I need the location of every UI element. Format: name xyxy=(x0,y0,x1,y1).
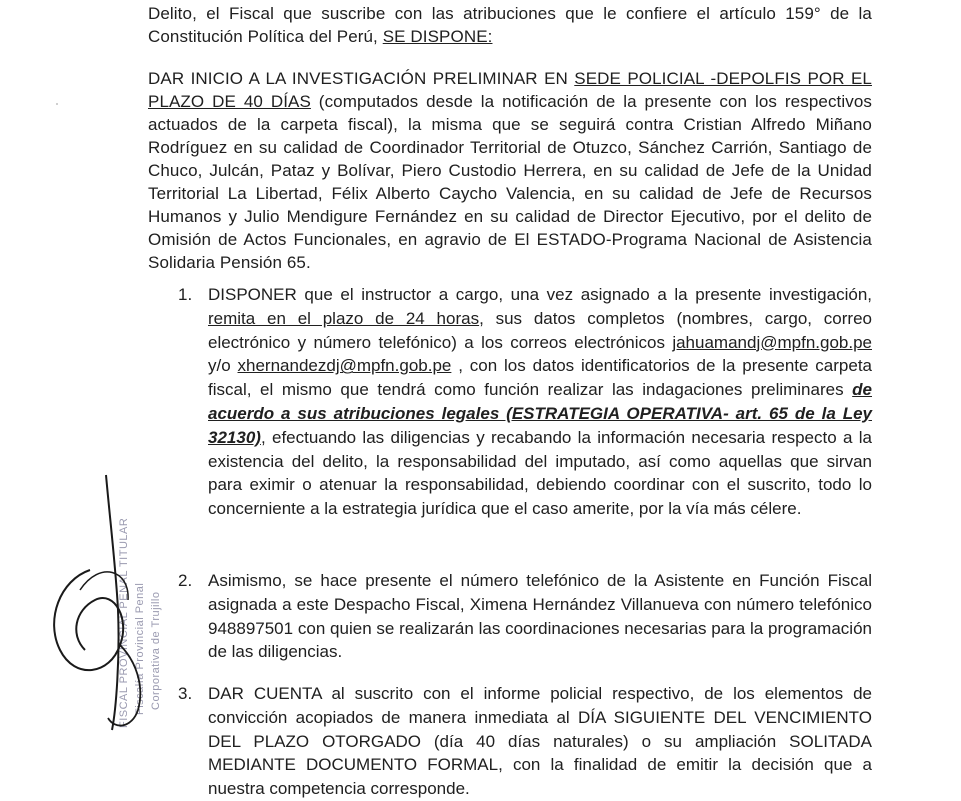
investigated-person-2: Piero Custodio Herrera xyxy=(401,161,582,180)
list-number: 2. xyxy=(178,571,193,590)
investigated-person-4: Julio Mendigure Fernández xyxy=(244,207,458,226)
main-disposition-paragraph: DAR INICIO A LA INVESTIGACIÓN PRELIMINAR EN SEDE POLICIAL -DEPOLFIS POR EL PLAZO DE 40 DÍAS (computados desde la notificación de la presente con los respectivos actuados de la carpeta fiscal), la misma que se seguirá contra Cristian Alfredo Miñano Rodríguez en su calidad de Coordinador Territorial de Otuzco, Sánchez Carrión, Santiago de Chuco, Julcán, Pataz y Bolívar, Piero Custodio Herrera, en su calidad de Jefe de la Unidad Territorial La Libertad, Félix Alberto Caycho Valencia, en su calidad de Jefe de Recursos Humanos y Julio Mendigure Fernández en su calidad de Director Ejecutivo, por el delito de Omisión de Actos Funcionales, en agravio de El ESTADO-Programa Nacional de Asistencia Solidaria Pensión 65. xyxy=(148,69,873,272)
stamp-line-1: FISCAL PROVINCIAL PENAL TITULAR xyxy=(118,517,130,728)
deadline-underlined: remita en el plazo de 24 horas xyxy=(208,308,480,328)
scan-speck xyxy=(56,103,58,105)
list-item-2 xyxy=(148,569,872,664)
investigated-person-3: Félix Alberto Caycho Valencia xyxy=(331,184,571,203)
stamp-line-3: Corporativa de Trujillo xyxy=(150,591,162,710)
investigated-person-1: Cristian Alfredo Miñano Rodríguez xyxy=(148,115,872,157)
list-item-1 xyxy=(148,283,872,521)
legal-reference: de acuerdo a sus atribuciones legales (ESTRATEGIA OPERATIVA- art. 65 de la Ley 32130) xyxy=(208,380,872,447)
se-dispone-heading: SE DISPONE: xyxy=(382,27,493,46)
list-item-text: Asimismo, se hace presente el número telefónico de la Asistente en Función Fiscal asignada a este Despacho Fiscal, Ximena Hernández Villanueva con número telefónico 948897501 con quien se realizarán las coordinaciones necesarias para la programación de las diligencias. xyxy=(208,571,872,662)
list-number: 1. xyxy=(178,285,193,304)
email-link-1[interactable]: jahuamandj@mpfn.gob.pe xyxy=(672,332,872,352)
aggrieved-party: El ESTADO-Programa Nacional de Asistencia Solidaria Pensión 65 xyxy=(148,230,872,272)
email-link-2[interactable]: xhernandezdj@mpfn.gob.pe xyxy=(237,356,452,376)
intro-text: Delito, el Fiscal que suscribe con las atribuciones que le confiere el artículo 159° de la Constitución Política del Perú, xyxy=(148,4,872,46)
intro-paragraph xyxy=(148,2,872,48)
list-item-text: DAR CUENTA al suscrito con el informe policial respectivo, de los elementos de convicción acopiados de manera inmediata al DÍA SIGUIENTE DEL VENCIMIENTO DEL PLAZO OTORGADO (día 40 días naturales) o su ampliación SOLITADA MEDIANTE DOCUMENTO FORMAL, con la finalidad de emitir la decisión que a nuestra competencia corresponde. xyxy=(208,684,872,799)
plazo-underlined: SEDE POLICIAL -DEPOLFIS POR EL PLAZO DE 40 DÍAS xyxy=(148,69,872,111)
handwritten-signature xyxy=(20,460,220,740)
list-number: 3. xyxy=(178,684,193,703)
crime-name: Omisión de Actos Funcionales xyxy=(148,230,387,249)
list-item-3 xyxy=(148,682,872,801)
list-item-text: DISPONER que el instructor a cargo, una vez asignado a la presente investigación, remita en el plazo de 24 horas, sus datos completos (nombres, cargo, correo electrónico y número telefónico) a los correos electrónicos jahuamandj@mpfn.gob.pe y/o xhernandezdj@mpfn.gob.pe , con los datos identificatorios de la presente carpeta fiscal, el mismo que tendrá como función realizar las indagaciones preliminares de acuerdo a sus atribuciones legales (ESTRATEGIA OPERATIVA- art. 65 de la Ley 32130), efectuando las diligencias y recabando la información necesaria respecto a la existencia del delito, la responsabilidad del imputado, así como aquellas que sirvan para eximir o atenuar la responsabilidad, debiendo coordinar con el suscrito, todo lo concerniente a la estrategia jurídica que el caso amerite, por la vía más célere. xyxy=(208,285,872,519)
stamp-line-2: Fiscalía Provincial Penal xyxy=(134,582,146,715)
